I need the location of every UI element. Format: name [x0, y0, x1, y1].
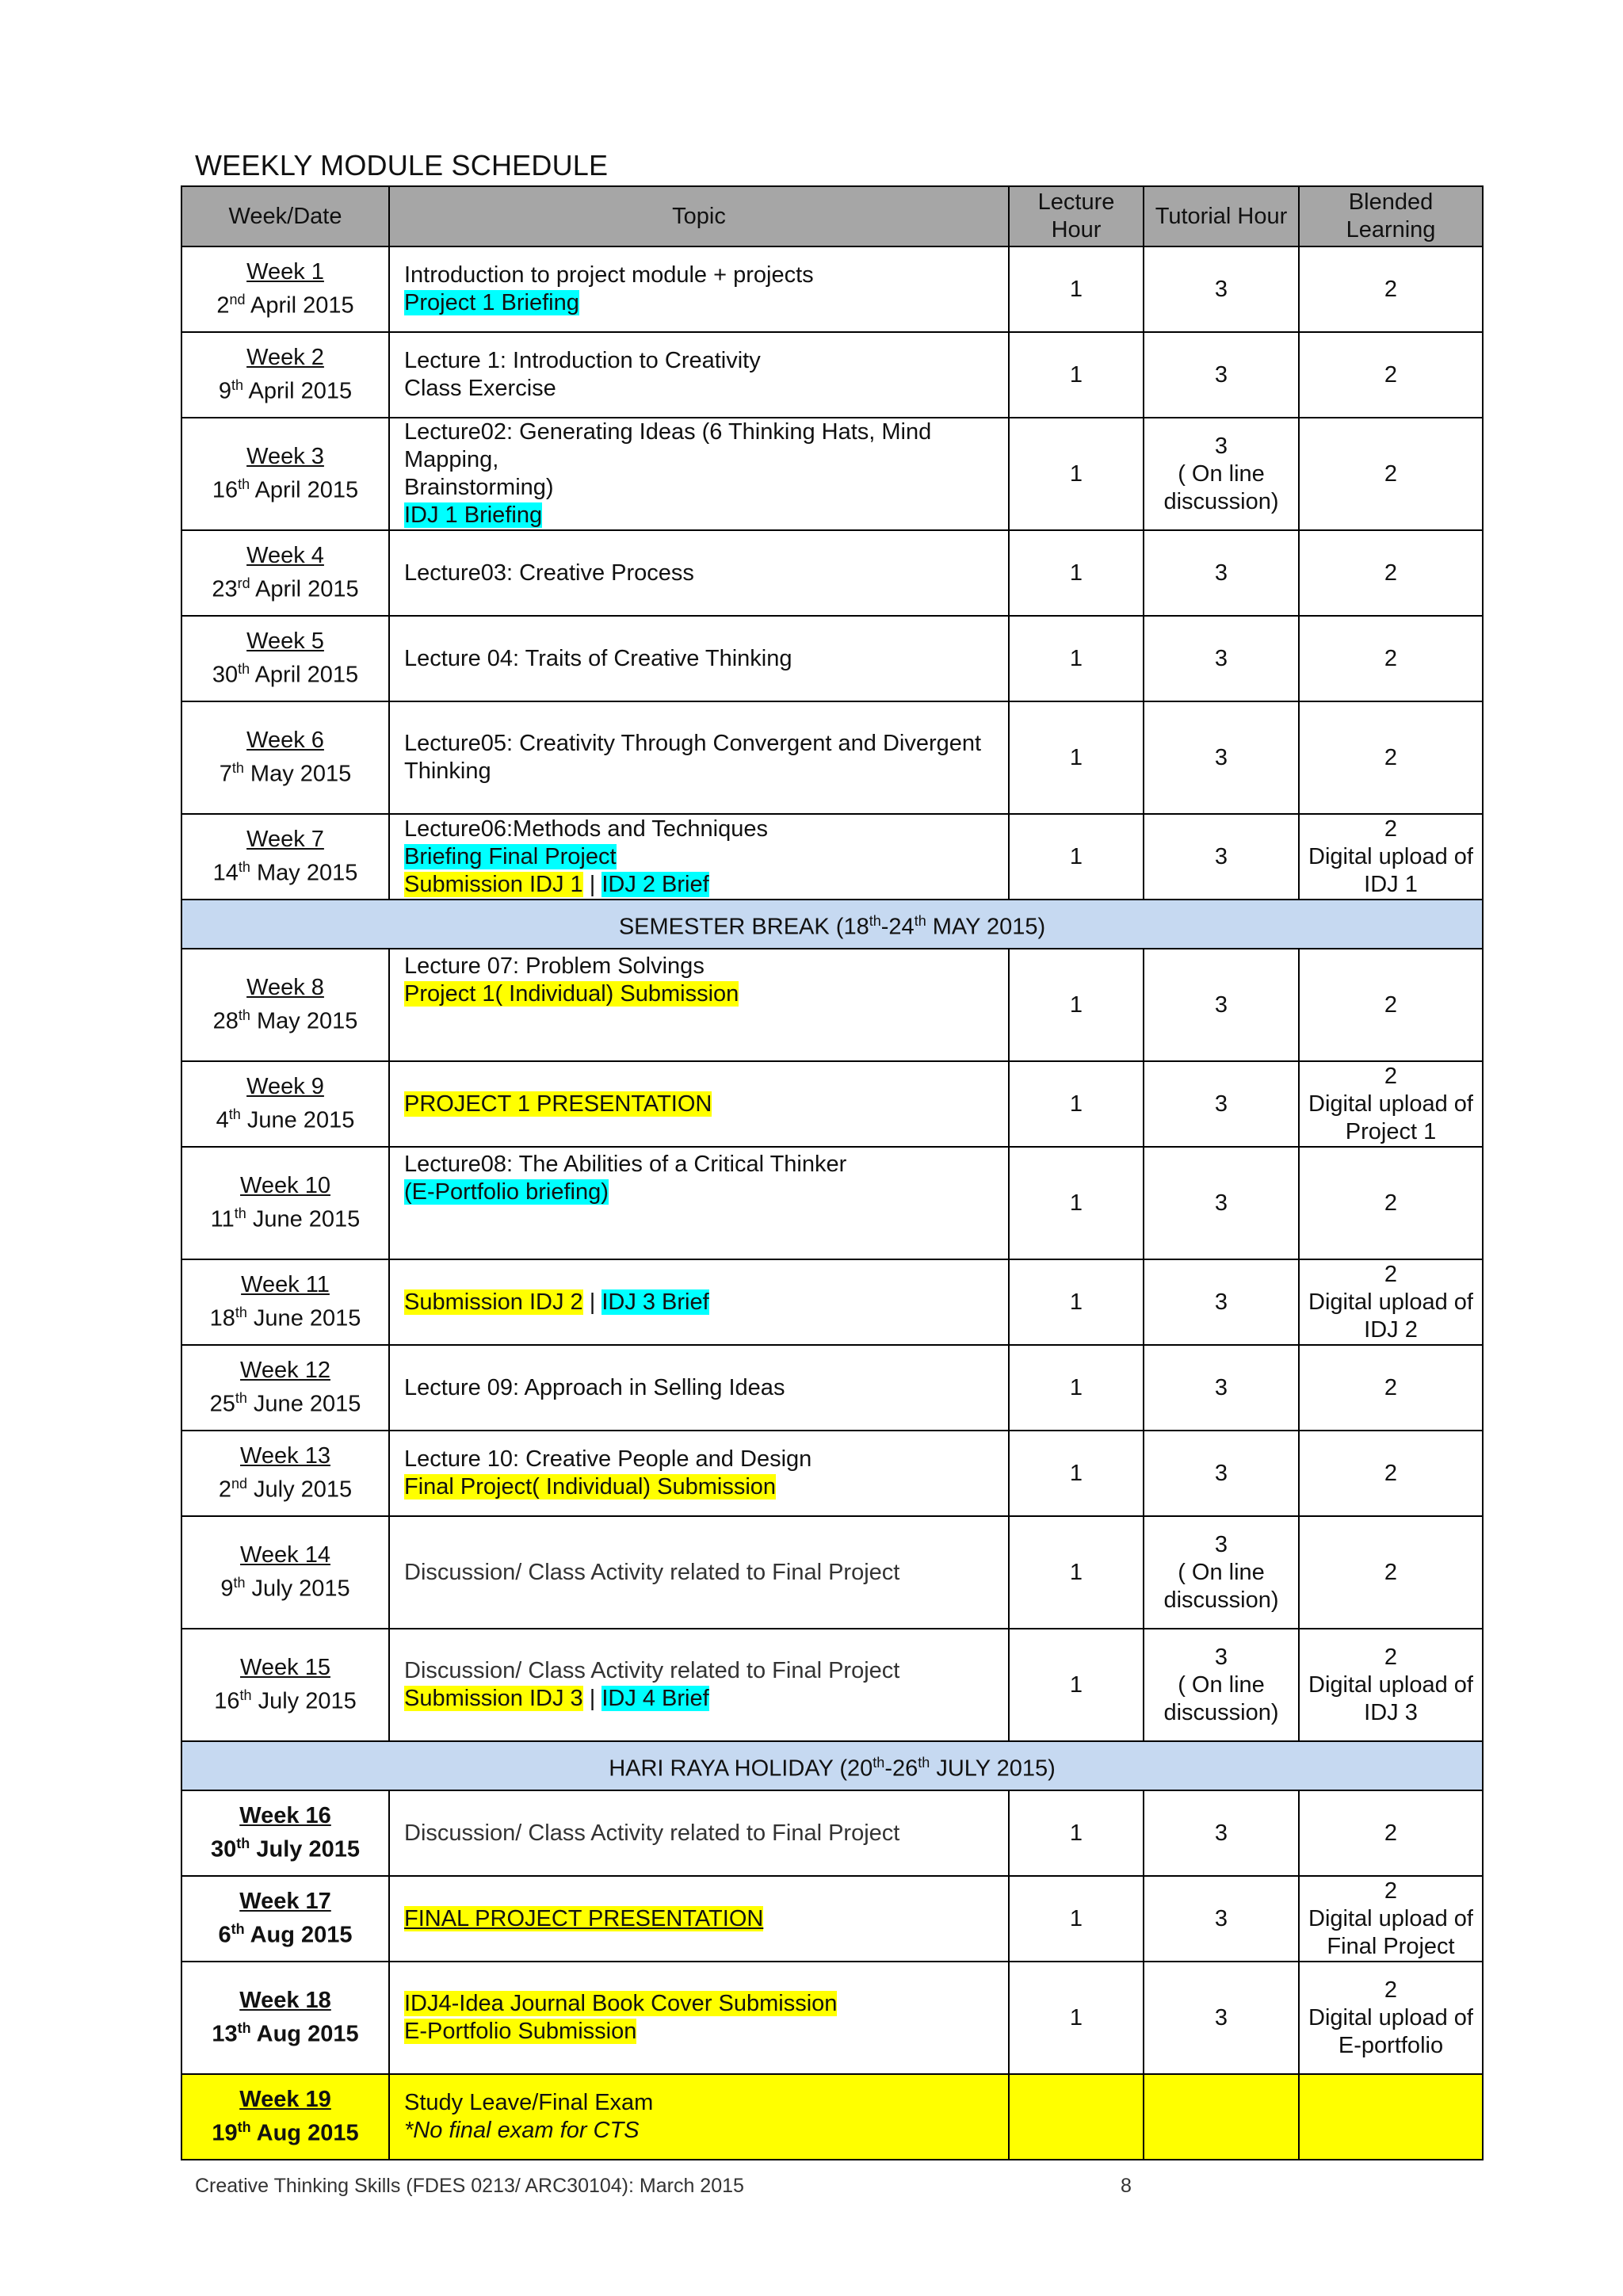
week-cell	[181, 949, 389, 1061]
blended-hour-cell: 2	[1299, 701, 1483, 814]
blended-hour-cell: 2 Digital upload of IDJ 1	[1299, 814, 1483, 900]
topic-line[interactable]	[404, 843, 1000, 871]
week-label: Week 18	[239, 1988, 331, 2014]
week-date: 28th May 2015	[212, 1007, 358, 1034]
lecture-hour-cell: 1	[1009, 616, 1144, 701]
lecture-hour-cell: 1	[1009, 332, 1144, 418]
blended-hour-cell: 2	[1299, 1345, 1483, 1431]
week-cell	[181, 530, 389, 616]
topic-cell	[389, 418, 1009, 530]
tutorial-hour-cell: 3	[1144, 1259, 1299, 1345]
tutorial-hour-cell: 3	[1144, 246, 1299, 332]
break-row	[181, 900, 1483, 949]
lecture-hour-cell: 1	[1009, 1516, 1144, 1629]
lecture-hour-cell: 1	[1009, 1147, 1144, 1259]
topic-cell	[389, 1516, 1009, 1629]
lecture-hour-cell: 1	[1009, 814, 1144, 900]
topic-line[interactable]: Submission IDJ 3 | IDJ 4 Brief	[404, 1686, 709, 1711]
header-week: Week/Date	[181, 186, 389, 246]
topic-cell	[389, 1962, 1009, 2074]
week-cell	[181, 1147, 389, 1259]
week-date: 16th July 2015	[214, 1687, 357, 1714]
tutorial-hour-cell: 3	[1144, 1147, 1299, 1259]
tutorial-hour-cell: 3 ( On line discussion)	[1144, 418, 1299, 530]
week-cell	[181, 814, 389, 900]
week-cell	[181, 1431, 389, 1516]
topic-line[interactable]	[404, 502, 1000, 529]
topic-line[interactable]: Lecture08: The Abilities of a Critical Thinker	[404, 1152, 847, 1177]
week-date: 30th July 2015	[211, 1836, 360, 1862]
week-date: 18th June 2015	[209, 1305, 361, 1331]
table-row	[181, 1629, 1483, 1741]
highlight-yellow[interactable]: Project 1( Individual) Submission	[404, 981, 739, 1007]
tutorial-hour-cell: 3	[1144, 701, 1299, 814]
tutorial-hour-cell: 3	[1144, 332, 1299, 418]
topic-line[interactable]	[404, 1905, 1000, 1933]
highlight-yellow[interactable]: Submission IDJ 1	[404, 871, 583, 897]
lecture-hour-cell: 1	[1009, 1876, 1144, 1962]
week-date: 2nd July 2015	[218, 1476, 353, 1503]
lecture-hour-cell	[1009, 2074, 1144, 2160]
topic-line[interactable]: Introduction to project module + projects	[404, 262, 814, 288]
topic-line[interactable]: Discussion/ Class Activity related to Final Project	[404, 1658, 900, 1683]
topic-line[interactable]: Lecture 04: Traits of Creative Thinking	[404, 645, 792, 671]
tutorial-hour-cell: 3	[1144, 1431, 1299, 1516]
highlight-yellow[interactable]: IDJ4-Idea Journal Book Cover Submission	[404, 1991, 838, 2016]
topic-line[interactable]: Lecture03: Creative Process	[404, 560, 694, 586]
lecture-hour-cell: 1	[1009, 1259, 1144, 1345]
week-cell	[181, 1790, 389, 1876]
blended-hour-cell: 2 Digital upload of Final Project	[1299, 1876, 1483, 1962]
topic-line[interactable]: Lecture 10: Creative People and Design	[404, 1446, 812, 1472]
table-row	[181, 530, 1483, 616]
tutorial-hour-cell	[1144, 2074, 1299, 2160]
week-date: 9th April 2015	[218, 377, 353, 404]
topic-line[interactable]: Lecture 09: Approach in Selling Ideas	[404, 1374, 785, 1400]
topic-line[interactable]: Lecture02: Generating Ideas (6 Thinking Hats, Mind Mapping,	[404, 419, 932, 472]
table-row	[181, 332, 1483, 418]
topic-line[interactable]: Lecture 07: Problem Solvings	[404, 953, 705, 979]
table-row	[181, 1962, 1483, 2074]
week-cell	[181, 246, 389, 332]
tutorial-hour-cell: 3 ( On line discussion)	[1144, 1516, 1299, 1629]
topic-line[interactable]	[404, 1990, 1000, 2018]
topic-line[interactable]: *No final exam for CTS	[404, 2118, 640, 2143]
week-label: Week 2	[246, 345, 324, 371]
highlight-yellow[interactable]: FINAL PROJECT PRESENTATION	[404, 1905, 764, 1931]
week-label: Week 10	[240, 1173, 330, 1199]
week-date: 11th June 2015	[210, 1205, 361, 1232]
topic-cell	[389, 814, 1009, 900]
break-cell: SEMESTER BREAK (18th-24th MAY 2015)	[181, 900, 1483, 949]
lecture-hour-cell: 1	[1009, 949, 1144, 1061]
topic-line[interactable]: Lecture 1: Introduction to Creativity	[404, 348, 761, 373]
week-label: Week 19	[239, 2087, 331, 2113]
week-label: Week 13	[240, 1443, 330, 1469]
topic-cell	[389, 1345, 1009, 1431]
table-row	[181, 1345, 1483, 1431]
week-label: Week 11	[241, 1272, 330, 1298]
week-label: Week 7	[246, 827, 324, 853]
topic-cell	[389, 1061, 1009, 1147]
week-label: Week 6	[246, 728, 324, 754]
table-row	[181, 616, 1483, 701]
table-row	[181, 2074, 1483, 2160]
topic-line[interactable]: Submission IDJ 2 | IDJ 3 Brief	[404, 1289, 709, 1315]
table-row	[181, 949, 1483, 1061]
blended-hour-cell: 2 Digital upload of IDJ 3	[1299, 1629, 1483, 1741]
blended-hour-cell: 2	[1299, 418, 1483, 530]
week-cell	[181, 1516, 389, 1629]
highlight-cyan[interactable]: IDJ 1 Briefing	[404, 502, 543, 528]
week-label: Week 5	[246, 628, 324, 655]
week-label: Week 15	[240, 1655, 330, 1681]
week-date: 23rd April 2015	[212, 575, 359, 602]
week-cell	[181, 332, 389, 418]
blended-hour-cell	[1299, 2074, 1483, 2160]
lecture-hour-cell: 1	[1009, 246, 1144, 332]
topic-line[interactable]	[404, 980, 1000, 1008]
week-date: 13th Aug 2015	[212, 2020, 359, 2047]
lecture-hour-cell: 1	[1009, 418, 1144, 530]
table-row	[181, 1876, 1483, 1962]
topic-line[interactable]: Discussion/ Class Activity related to Final Project	[404, 1559, 900, 1585]
topic-cell	[389, 1259, 1009, 1345]
footer-page-number: 8	[1121, 2175, 1132, 2197]
highlight-yellow[interactable]: Submission IDJ 3	[404, 1686, 583, 1711]
tutorial-hour-cell: 3	[1144, 949, 1299, 1061]
topic-line[interactable]: Study Leave/Final Exam	[404, 2090, 654, 2115]
tutorial-hour-cell: 3	[1144, 1876, 1299, 1962]
week-cell	[181, 1259, 389, 1345]
blended-hour-cell: 2 Digital upload of E-portfolio	[1299, 1962, 1483, 2074]
topic-line[interactable]: Lecture05: Creativity Through Convergent and Divergent	[404, 731, 982, 756]
blended-hour-cell: 2	[1299, 1516, 1483, 1629]
week-date: 7th May 2015	[219, 760, 352, 787]
table-row	[181, 246, 1483, 332]
highlight-yellow[interactable]: PROJECT 1 PRESENTATION	[404, 1091, 712, 1117]
page-title: WEEKLY MODULE SCHEDULE	[195, 149, 609, 181]
tutorial-hour-cell: 3	[1144, 1061, 1299, 1147]
topic-cell	[389, 701, 1009, 814]
blended-hour-cell: 2	[1299, 949, 1483, 1061]
week-label: Week 9	[246, 1074, 324, 1100]
highlight-yellow[interactable]: Final Project( Individual) Submission	[404, 1474, 777, 1499]
lecture-hour-cell: 1	[1009, 1061, 1144, 1147]
footer-course-text: Creative Thinking Skills (FDES 0213/ ARC30104): March 2015	[195, 2175, 744, 2197]
blended-hour-cell: 2 Digital upload of IDJ 2	[1299, 1259, 1483, 1345]
blended-hour-cell: 2	[1299, 1790, 1483, 1876]
week-date: 16th April 2015	[212, 476, 359, 503]
week-date: 30th April 2015	[212, 661, 359, 688]
week-cell	[181, 418, 389, 530]
topic-line[interactable]: Brainstorming)	[404, 475, 554, 500]
topic-line[interactable]: Thinking	[404, 758, 491, 784]
topic-line[interactable]	[404, 1179, 1000, 1206]
highlight-yellow[interactable]: Submission IDJ 2	[404, 1289, 583, 1315]
topic-cell	[389, 1431, 1009, 1516]
blended-hour-cell: 2	[1299, 246, 1483, 332]
topic-line[interactable]: Lecture06:Methods and Techniques	[404, 816, 768, 842]
tutorial-hour-cell: 3	[1144, 1962, 1299, 2074]
lecture-hour-cell: 1	[1009, 1431, 1144, 1516]
weekly-schedule-table	[181, 185, 1484, 2160]
week-label: Week 14	[240, 1542, 330, 1568]
table-row	[181, 1516, 1483, 1629]
break-row	[181, 1741, 1483, 1790]
topic-cell	[389, 530, 1009, 616]
topic-line[interactable]	[404, 1091, 1000, 1118]
tutorial-hour-cell: 3 ( On line discussion)	[1144, 1629, 1299, 1741]
week-cell	[181, 1876, 389, 1962]
table-row	[181, 814, 1483, 900]
topic-line[interactable]	[404, 1473, 1000, 1501]
topic-cell	[389, 949, 1009, 1061]
week-date: 25th June 2015	[209, 1390, 361, 1417]
topic-cell	[389, 2074, 1009, 2160]
topic-cell	[389, 616, 1009, 701]
tutorial-hour-cell: 3	[1144, 1345, 1299, 1431]
break-cell: HARI RAYA HOLIDAY (20th-26th JULY 2015)	[181, 1741, 1483, 1790]
header-topic: Topic	[389, 186, 1009, 246]
highlight-cyan[interactable]: Project 1 Briefing	[404, 290, 579, 315]
blended-hour-cell: 2	[1299, 1147, 1483, 1259]
topic-cell	[389, 1147, 1009, 1259]
lecture-hour-cell: 1	[1009, 1790, 1144, 1876]
topic-cell	[389, 1790, 1009, 1876]
topic-line[interactable]	[404, 289, 1000, 317]
blended-hour-cell: 2 Digital upload of Project 1	[1299, 1061, 1483, 1147]
week-date: 19th Aug 2015	[212, 2119, 359, 2146]
week-label: Week 3	[246, 444, 324, 470]
tutorial-hour-cell: 3	[1144, 530, 1299, 616]
week-cell	[181, 1061, 389, 1147]
week-label: Week 4	[246, 543, 324, 569]
table-row	[181, 1431, 1483, 1516]
table-row	[181, 1147, 1483, 1259]
blended-hour-cell: 2	[1299, 1431, 1483, 1516]
blended-hour-cell: 2	[1299, 616, 1483, 701]
week-cell	[181, 616, 389, 701]
highlight-cyan[interactable]: IDJ 3 Brief	[601, 1289, 709, 1315]
tutorial-hour-cell: 3	[1144, 1790, 1299, 1876]
lecture-hour-cell: 1	[1009, 1345, 1144, 1431]
topic-line[interactable]: Discussion/ Class Activity related to Final Project	[404, 1820, 900, 1846]
table-row	[181, 418, 1483, 530]
highlight-cyan[interactable]: (E-Portfolio briefing)	[404, 1179, 609, 1205]
header-tutorial: Tutorial Hour	[1144, 186, 1299, 246]
topic-cell	[389, 1629, 1009, 1741]
week-label: Week 17	[239, 1889, 331, 1915]
lecture-hour-cell: 1	[1009, 530, 1144, 616]
lecture-hour-cell: 1	[1009, 1962, 1144, 2074]
week-label: Week 1	[246, 259, 324, 285]
topic-cell	[389, 246, 1009, 332]
topic-cell	[389, 332, 1009, 418]
week-date: 4th June 2015	[216, 1106, 355, 1133]
highlight-yellow[interactable]: E-Portfolio Submission	[404, 2019, 637, 2044]
table-row	[181, 1259, 1483, 1345]
topic-line[interactable]: Class Exercise	[404, 376, 556, 401]
blended-hour-cell: 2	[1299, 332, 1483, 418]
week-date: 9th July 2015	[220, 1575, 350, 1602]
week-cell	[181, 1345, 389, 1431]
topic-line[interactable]	[404, 2018, 1000, 2046]
week-date: 2nd April 2015	[216, 292, 354, 319]
table-row	[181, 1061, 1483, 1147]
header-blended: Blended Learning	[1299, 186, 1483, 246]
week-label: Week 8	[246, 975, 324, 1001]
lecture-hour-cell: 1	[1009, 701, 1144, 814]
lecture-hour-cell: 1	[1009, 1629, 1144, 1741]
highlight-cyan[interactable]: IDJ 2 Brief	[601, 871, 709, 897]
topic-cell	[389, 1876, 1009, 1962]
blended-hour-cell: 2	[1299, 530, 1483, 616]
header-lecture: Lecture Hour	[1009, 186, 1144, 246]
week-label: Week 12	[240, 1358, 330, 1384]
week-label: Week 16	[239, 1803, 331, 1829]
tutorial-hour-cell: 3	[1144, 616, 1299, 701]
highlight-cyan[interactable]: Briefing Final Project	[404, 843, 617, 869]
highlight-cyan[interactable]: IDJ 4 Brief	[601, 1686, 709, 1711]
tutorial-hour-cell: 3	[1144, 814, 1299, 900]
week-cell	[181, 2074, 389, 2160]
table-header-row	[181, 186, 1483, 246]
week-date: 14th May 2015	[212, 859, 358, 886]
topic-line[interactable]: Submission IDJ 1 | IDJ 2 Brief	[404, 871, 709, 897]
week-cell	[181, 1629, 389, 1741]
week-cell	[181, 1962, 389, 2074]
table-row	[181, 701, 1483, 814]
week-date: 6th Aug 2015	[218, 1921, 353, 1948]
table-row	[181, 1790, 1483, 1876]
week-cell	[181, 701, 389, 814]
